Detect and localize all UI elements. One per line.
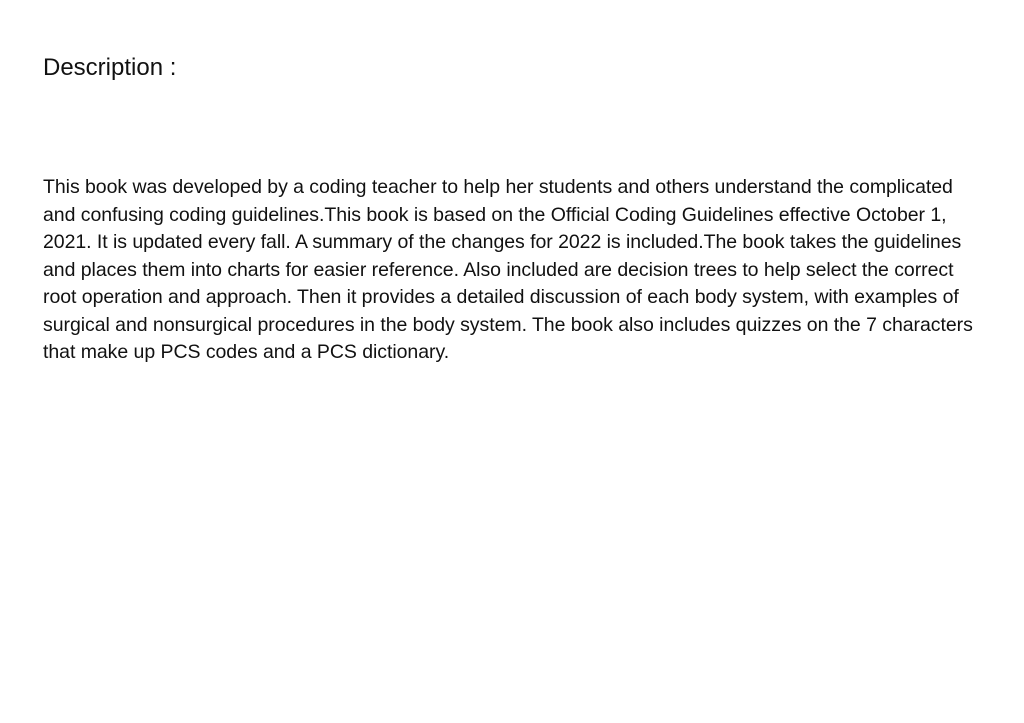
- description-paragraph: This book was developed by a coding teacher to help her students and others understand the complicated and confusing coding guidelines.This book is based on the Official Coding Guidelines effective October 1, 2021. It is updated every fall. A summary of the changes for 2022 is included.The book takes the guidelines and places them into charts for easier reference. Also included are decision trees to help select the correct root operation and approach. Then it provides a detailed discussion of each body system, with examples of surgical and nonsurgical procedures in the body system. The book also includes quizzes on the 7 characters that make up PCS codes and a PCS dictionary.: [43, 176, 973, 363]
- description-heading: Description :: [43, 54, 177, 81]
